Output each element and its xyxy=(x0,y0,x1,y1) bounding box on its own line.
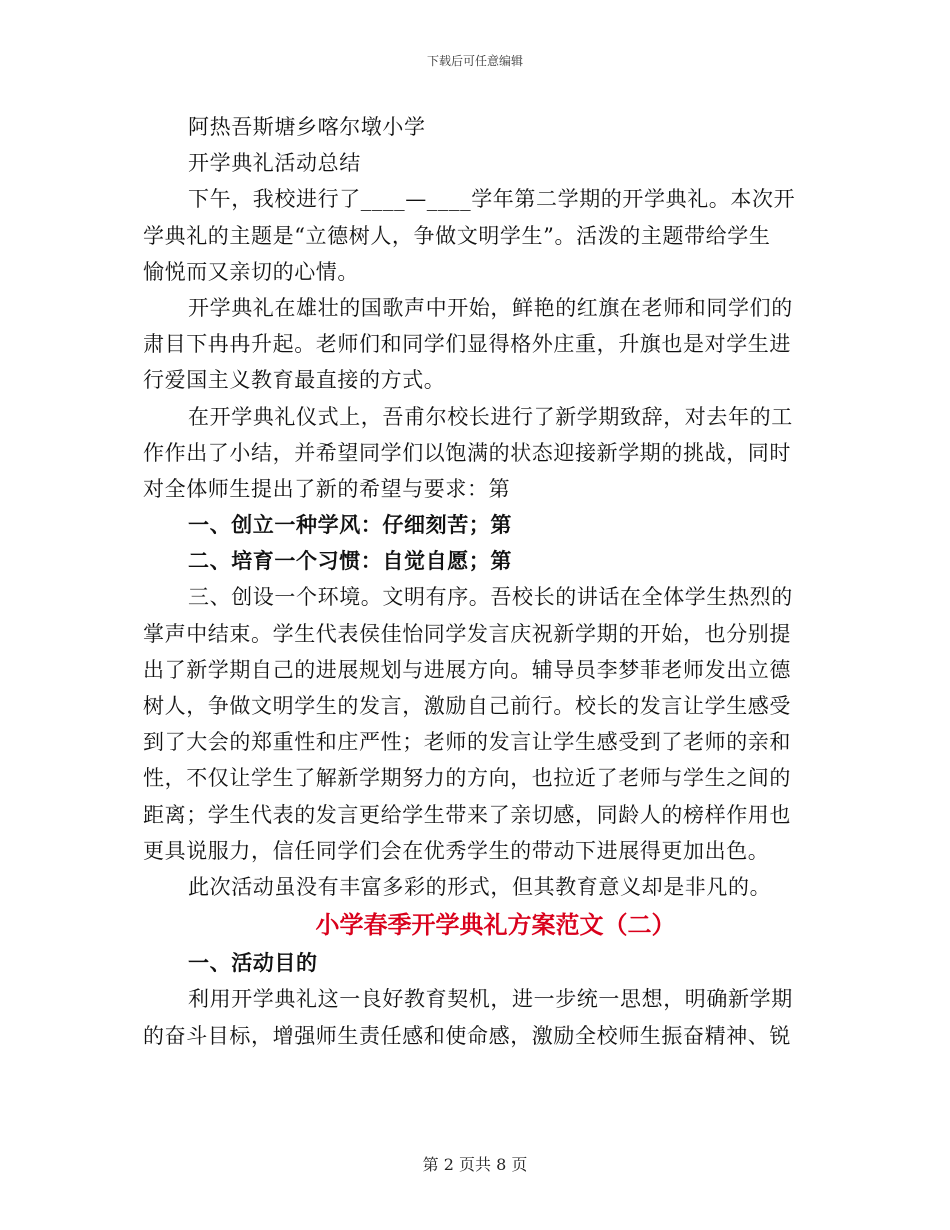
text-line: 学典礼的主题是“立德树人，争做文明学生”。活泼的主题带给学生 xyxy=(143,223,771,248)
text-line: 开学典礼在雄壮的国歌声中开始，鲜艳的红旗在老师和同学们的 xyxy=(188,295,793,320)
text-line: 利用开学典礼这一良好教育契机，进一步统一思想，明确新学期 xyxy=(188,987,793,1012)
text-line: 掌声中结束。学生代表侯佳怡同学发言庆祝新学期的开始，也分别提 xyxy=(143,621,791,646)
text-line: 此次活动虽没有丰富多彩的形式，但其教育意义却是非凡的。 xyxy=(188,874,772,899)
paragraph-block-1 xyxy=(143,109,803,905)
text-line: 阿热吾斯塘乡喀尔墩小学 xyxy=(188,115,426,139)
text-line: 开学典礼活动总结 xyxy=(188,151,361,176)
paragraph-block-2 xyxy=(143,945,803,1054)
text-line: 树人，争做文明学生的发言，激励自己前行。校长的发言让学生感受 xyxy=(143,694,791,718)
text-line: 愉悦而又亲切的心情。 xyxy=(143,259,359,284)
text-line: 距离；学生代表的发言更给学生带来了亲切感，同龄人的榜样作用也 xyxy=(143,802,791,827)
text-line: 下午，我校进行了____—____学年第二学期的开学典礼。本次开 xyxy=(188,187,796,212)
text-line: 出了新学期自己的进展规划与进展方向。辅导员李梦菲老师发出立德 xyxy=(143,657,791,682)
text-line: 对全体师生提出了新的希望与要求：第 xyxy=(143,476,511,501)
text-line: 的奋斗目标，增强师生责任感和使命感，激励全校师生振奋精神、锐 xyxy=(143,1023,791,1048)
text-line: 作作出了小结，并希望同学们以饱满的状态迎接新学期的挑战，同时 xyxy=(143,440,791,465)
text-line: 三、创设一个环境。文明有序。吾校长的讲话在全体学生热烈的 xyxy=(188,585,793,610)
text-line: 性，不仅让学生了解新学期努力的方向，也拉近了老师与学生之间的 xyxy=(143,766,791,791)
text-line: 到了大会的郑重性和庄严性；老师的发言让学生感受到了老师的亲和 xyxy=(143,730,791,755)
text-line: 二、培育一个习惯：自觉自愿；第 xyxy=(188,549,512,574)
text-line: 肃目下冉冉升起。老师们和同学们显得格外庄重，升旗也是对学生进 xyxy=(143,332,791,357)
text-line: 行爱国主义教育最直接的方式。 xyxy=(143,368,446,393)
document-body xyxy=(143,109,803,1054)
text-line: 更具说服力，信任同学们会在优秀学生的带动下进展得更加出色。 xyxy=(143,838,770,863)
page-header: 下载后可任意编辑 xyxy=(426,54,523,68)
page-footer: 第 2 页共 8 页 xyxy=(422,1155,528,1174)
text-line: 一、创立一种学风：仔细刻苦；第 xyxy=(188,513,512,538)
text-line: 在开学典礼仪式上，吾甫尔校长进行了新学期致辞，对去年的工 xyxy=(188,404,793,429)
text-line: 一、活动目的 xyxy=(188,951,318,976)
section-title: 小学春季开学典礼方案范文（二） xyxy=(315,911,676,940)
